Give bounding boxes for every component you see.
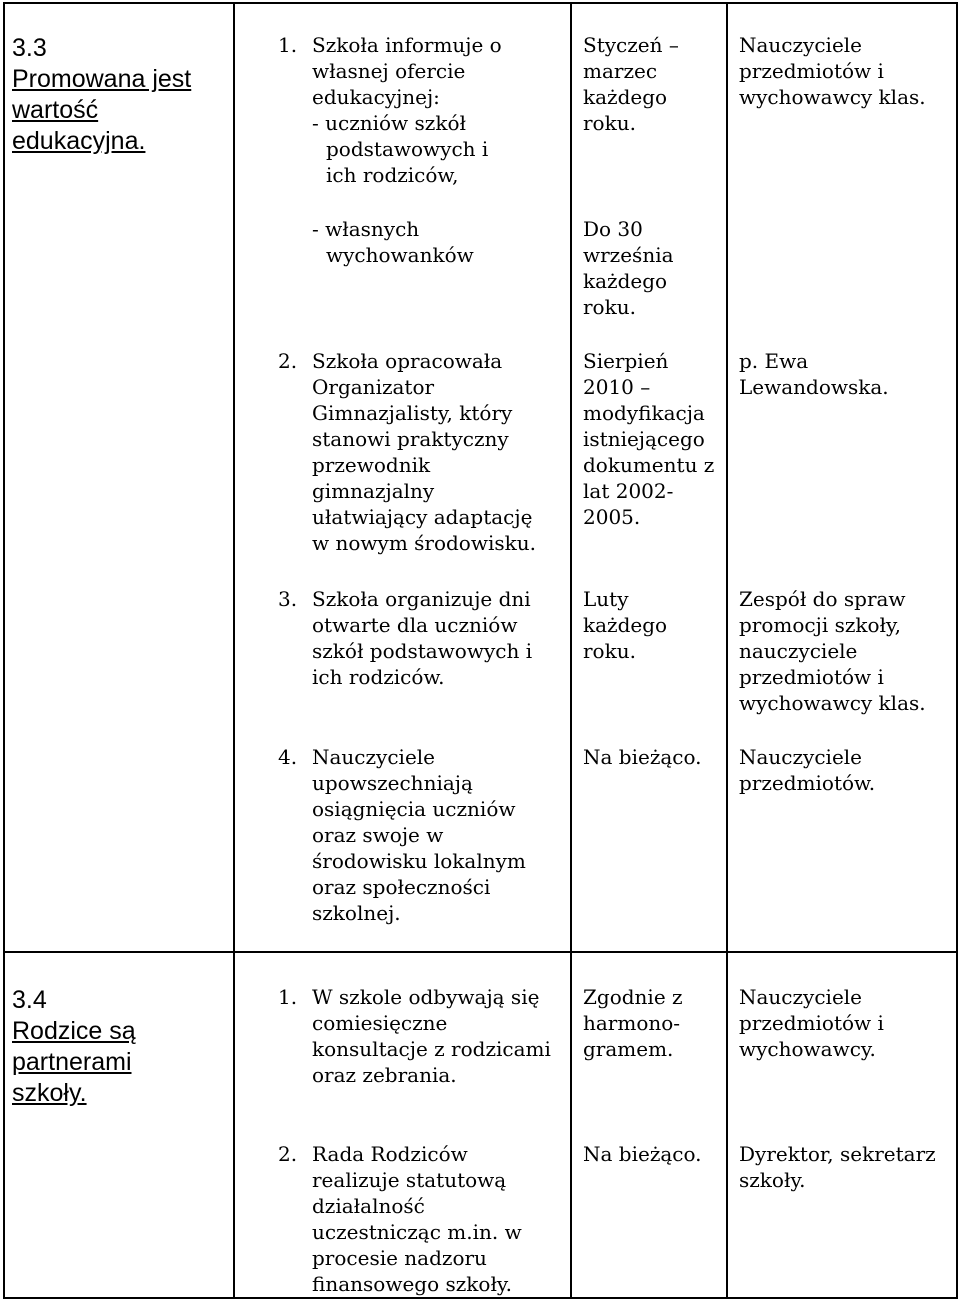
section-title-line: wartość — [12, 96, 99, 124]
section-title-line: Promowana jest — [12, 65, 192, 93]
item-term: Na bieżąco. — [583, 745, 702, 769]
section-title-line: partnerami — [12, 1048, 132, 1076]
item-description: Rada Rodziców realizuje statutową działalność uczestnicząc m.in. w procesie nadzoru finansowego szkoły. — [312, 1142, 522, 1296]
section-number: 3.3 — [12, 34, 47, 62]
table-border-right — [956, 2, 958, 1299]
item-description: W szkole odbywają się comiesięczne konsultacje z rodzicami oraz zebrania. — [312, 985, 551, 1087]
item-term: Zgodnie z harmono-gramem. — [583, 985, 683, 1061]
item-intro: Szkoła informuje o własnej ofercie edukacyjnej: — [312, 33, 502, 109]
item-number: 3. — [278, 587, 298, 611]
item-term: Luty każdego roku. — [583, 587, 668, 663]
item-subpoint: - uczniów szkół podstawowych i ich rodziców, — [312, 111, 489, 187]
column-divider-3 — [726, 2, 728, 1299]
item-responsible: Zespół do spraw promocji szkoły, nauczyciele przedmiotów i wychowawcy klas. — [739, 587, 926, 715]
table-border-left — [3, 2, 5, 1299]
task-item — [278, 744, 568, 926]
item-responsible: Nauczyciele przedmiotów i wychowawcy. — [739, 985, 884, 1061]
item-number: 2. — [278, 1142, 298, 1166]
item-description: Szkoła organizuje dni otwarte dla uczniów szkół podstawowych i ich rodziców. — [312, 587, 533, 689]
item-number: 4. — [278, 745, 298, 769]
item-number: 1. — [278, 985, 298, 1009]
item-description — [312, 32, 512, 188]
item-term: Na bieżąco. — [583, 1142, 702, 1166]
section-title-line: edukacyjna. — [12, 127, 146, 155]
section-heading — [12, 985, 232, 1109]
item-description: Nauczyciele upowszechniają osiągnięcia uczniów oraz swoje w środowisku lokalnym oraz społeczności szkolnej. — [312, 745, 526, 925]
item-term: Sierpień 2010 – modyfikacja istniejącego dokumentu z lat 2002-2005. — [583, 349, 715, 529]
item-responsible: Dyrektor, sekretarz szkoły. — [739, 1142, 936, 1192]
column-divider-1 — [233, 2, 235, 1299]
task-item — [278, 586, 568, 690]
section-heading — [12, 33, 232, 157]
item-responsible: Nauczyciele przedmiotów i wychowawcy klas. — [739, 33, 926, 109]
task-item — [278, 32, 568, 188]
row-divider — [4, 951, 958, 953]
item-subpoint: - własnych wychowanków — [312, 217, 474, 267]
item-description: Szkoła opracowała Organizator Gimnazjalisty, który stanowi praktyczny przewodnik gimnazjalny ułatwiający adaptację w nowym środowisku. — [312, 349, 536, 555]
item-number: 1. — [278, 33, 298, 57]
task-item — [278, 984, 568, 1088]
item-term: Styczeń – marzec każdego roku. — [583, 33, 679, 135]
table-border-top — [4, 2, 958, 4]
item-responsible: Nauczyciele przedmiotów. — [739, 745, 876, 795]
section-number: 3.4 — [12, 986, 47, 1014]
item-number: 2. — [278, 349, 298, 373]
item-term: Do 30 września każdego roku. — [583, 217, 674, 319]
item-description — [312, 216, 512, 268]
task-item — [278, 1141, 568, 1297]
section-title-line: szkoły. — [12, 1079, 87, 1107]
table-border-bottom — [4, 1297, 958, 1299]
item-responsible: p. Ewa Lewandowska. — [739, 349, 889, 399]
task-item — [278, 348, 568, 556]
column-divider-2 — [570, 2, 572, 1299]
section-title-line: Rodzice są — [12, 1017, 136, 1045]
task-item-continued — [278, 216, 568, 268]
